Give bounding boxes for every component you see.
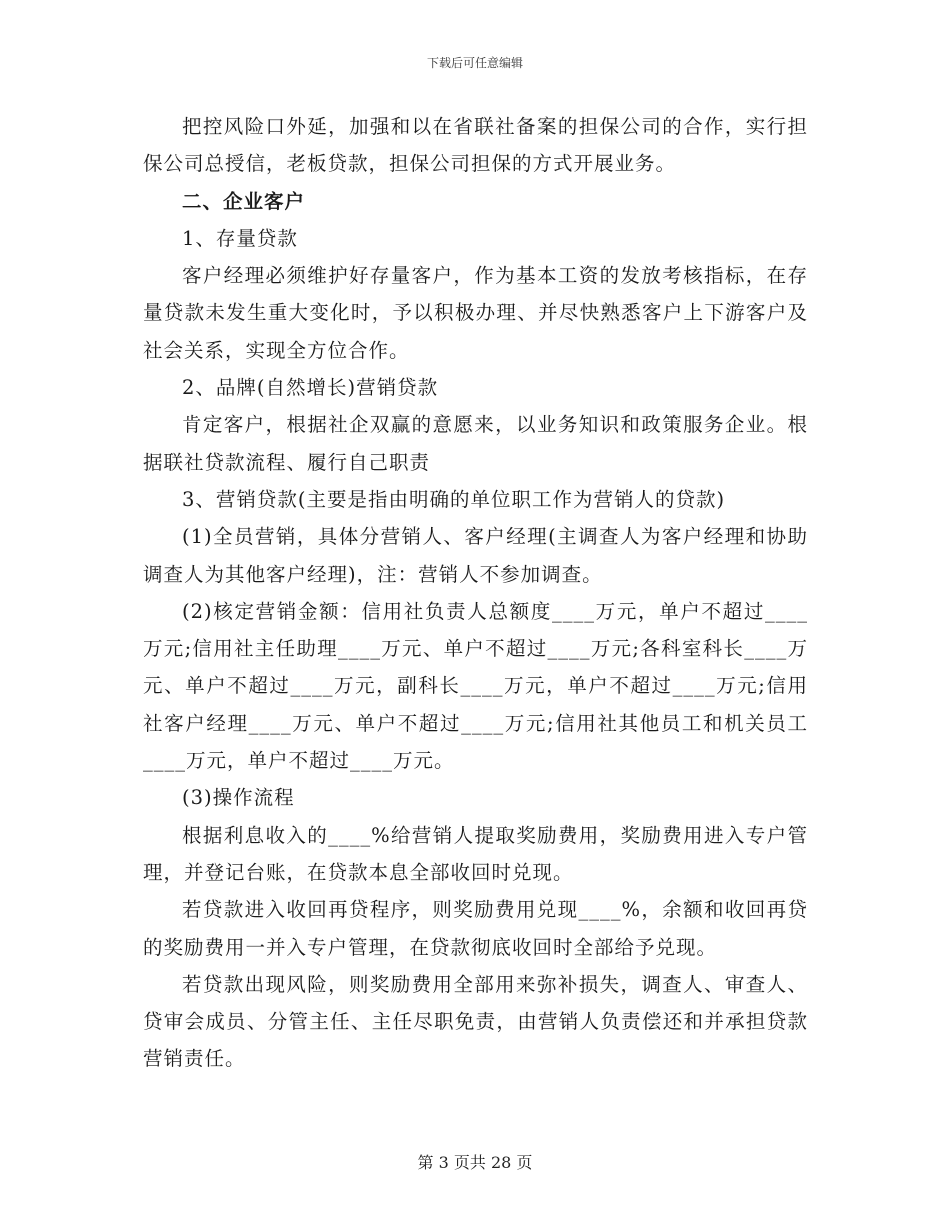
- subsection-heading: 1、存量贷款: [182, 226, 298, 250]
- paragraph: 客户经理必须维护好存量客户，作为基本工资的发放考核指标，在存量贷款未发生重大变化时，予以积极办理、并尽快熟悉客户上下游客户及社会关系，实现全方位合作。: [143, 264, 808, 362]
- paragraph: 根据利息收入的____%给营销人提取奖励费用，奖励费用进入专户管理，并登记台账，在贷款本息全部收回时兑现。: [143, 823, 808, 884]
- paragraph: 肯定客户，根据社企双赢的意愿来，以业务知识和政策服务企业。根据联社贷款流程、履行自己职责: [143, 413, 808, 474]
- document-body: [143, 108, 808, 1078]
- section-heading: 二、企业客户: [182, 189, 306, 213]
- subsection-heading: 3、营销贷款(主要是指由明确的单位职工作为营销人的贷款): [182, 487, 726, 511]
- paragraph: 把控风险口外延，加强和以在省联社备案的担保公司的合作，实行担保公司总授信，老板贷款，担保公司担保的方式开展业务。: [143, 115, 808, 176]
- paragraph: 若贷款出现风险，则奖励费用全部用来弥补损失，调查人、审查人、贷审会成员、分管主任、主任尽职免责，由营销人负责偿还和并承担贷款营销责任。: [143, 972, 808, 1071]
- subsection-heading: (3)操作流程: [182, 786, 295, 810]
- subsection-heading: 2、品牌(自然增长)营销贷款: [182, 376, 439, 400]
- paragraph: (2)核定营销金额：信用社负责人总额度____万元，单户不超过____万元;信用社主任助理____万元、单户不超过____万元;各科室科长____万元、单户不超过____万元，副科长____万元，单户不超过____万元;信用社客户经理____万元、单户不超过____万元;信用社其他员工和机关员工____万元，单户不超过____万元。: [143, 599, 808, 773]
- paragraph: (1)全员营销，具体分营销人、客户经理(主调查人为客户经理和协助调查人为其他客户经理)，注：营销人不参加调查。: [143, 525, 808, 586]
- page-header-note: 下载后可任意编辑: [426, 56, 523, 70]
- page-number-footer: 第 3 页共 28 页: [417, 1153, 533, 1172]
- paragraph: 若贷款进入收回再贷程序，则奖励费用兑现____%，余额和收回再贷的奖励费用一并入专户管理，在贷款彻底收回时全部给予兑现。: [143, 898, 808, 959]
